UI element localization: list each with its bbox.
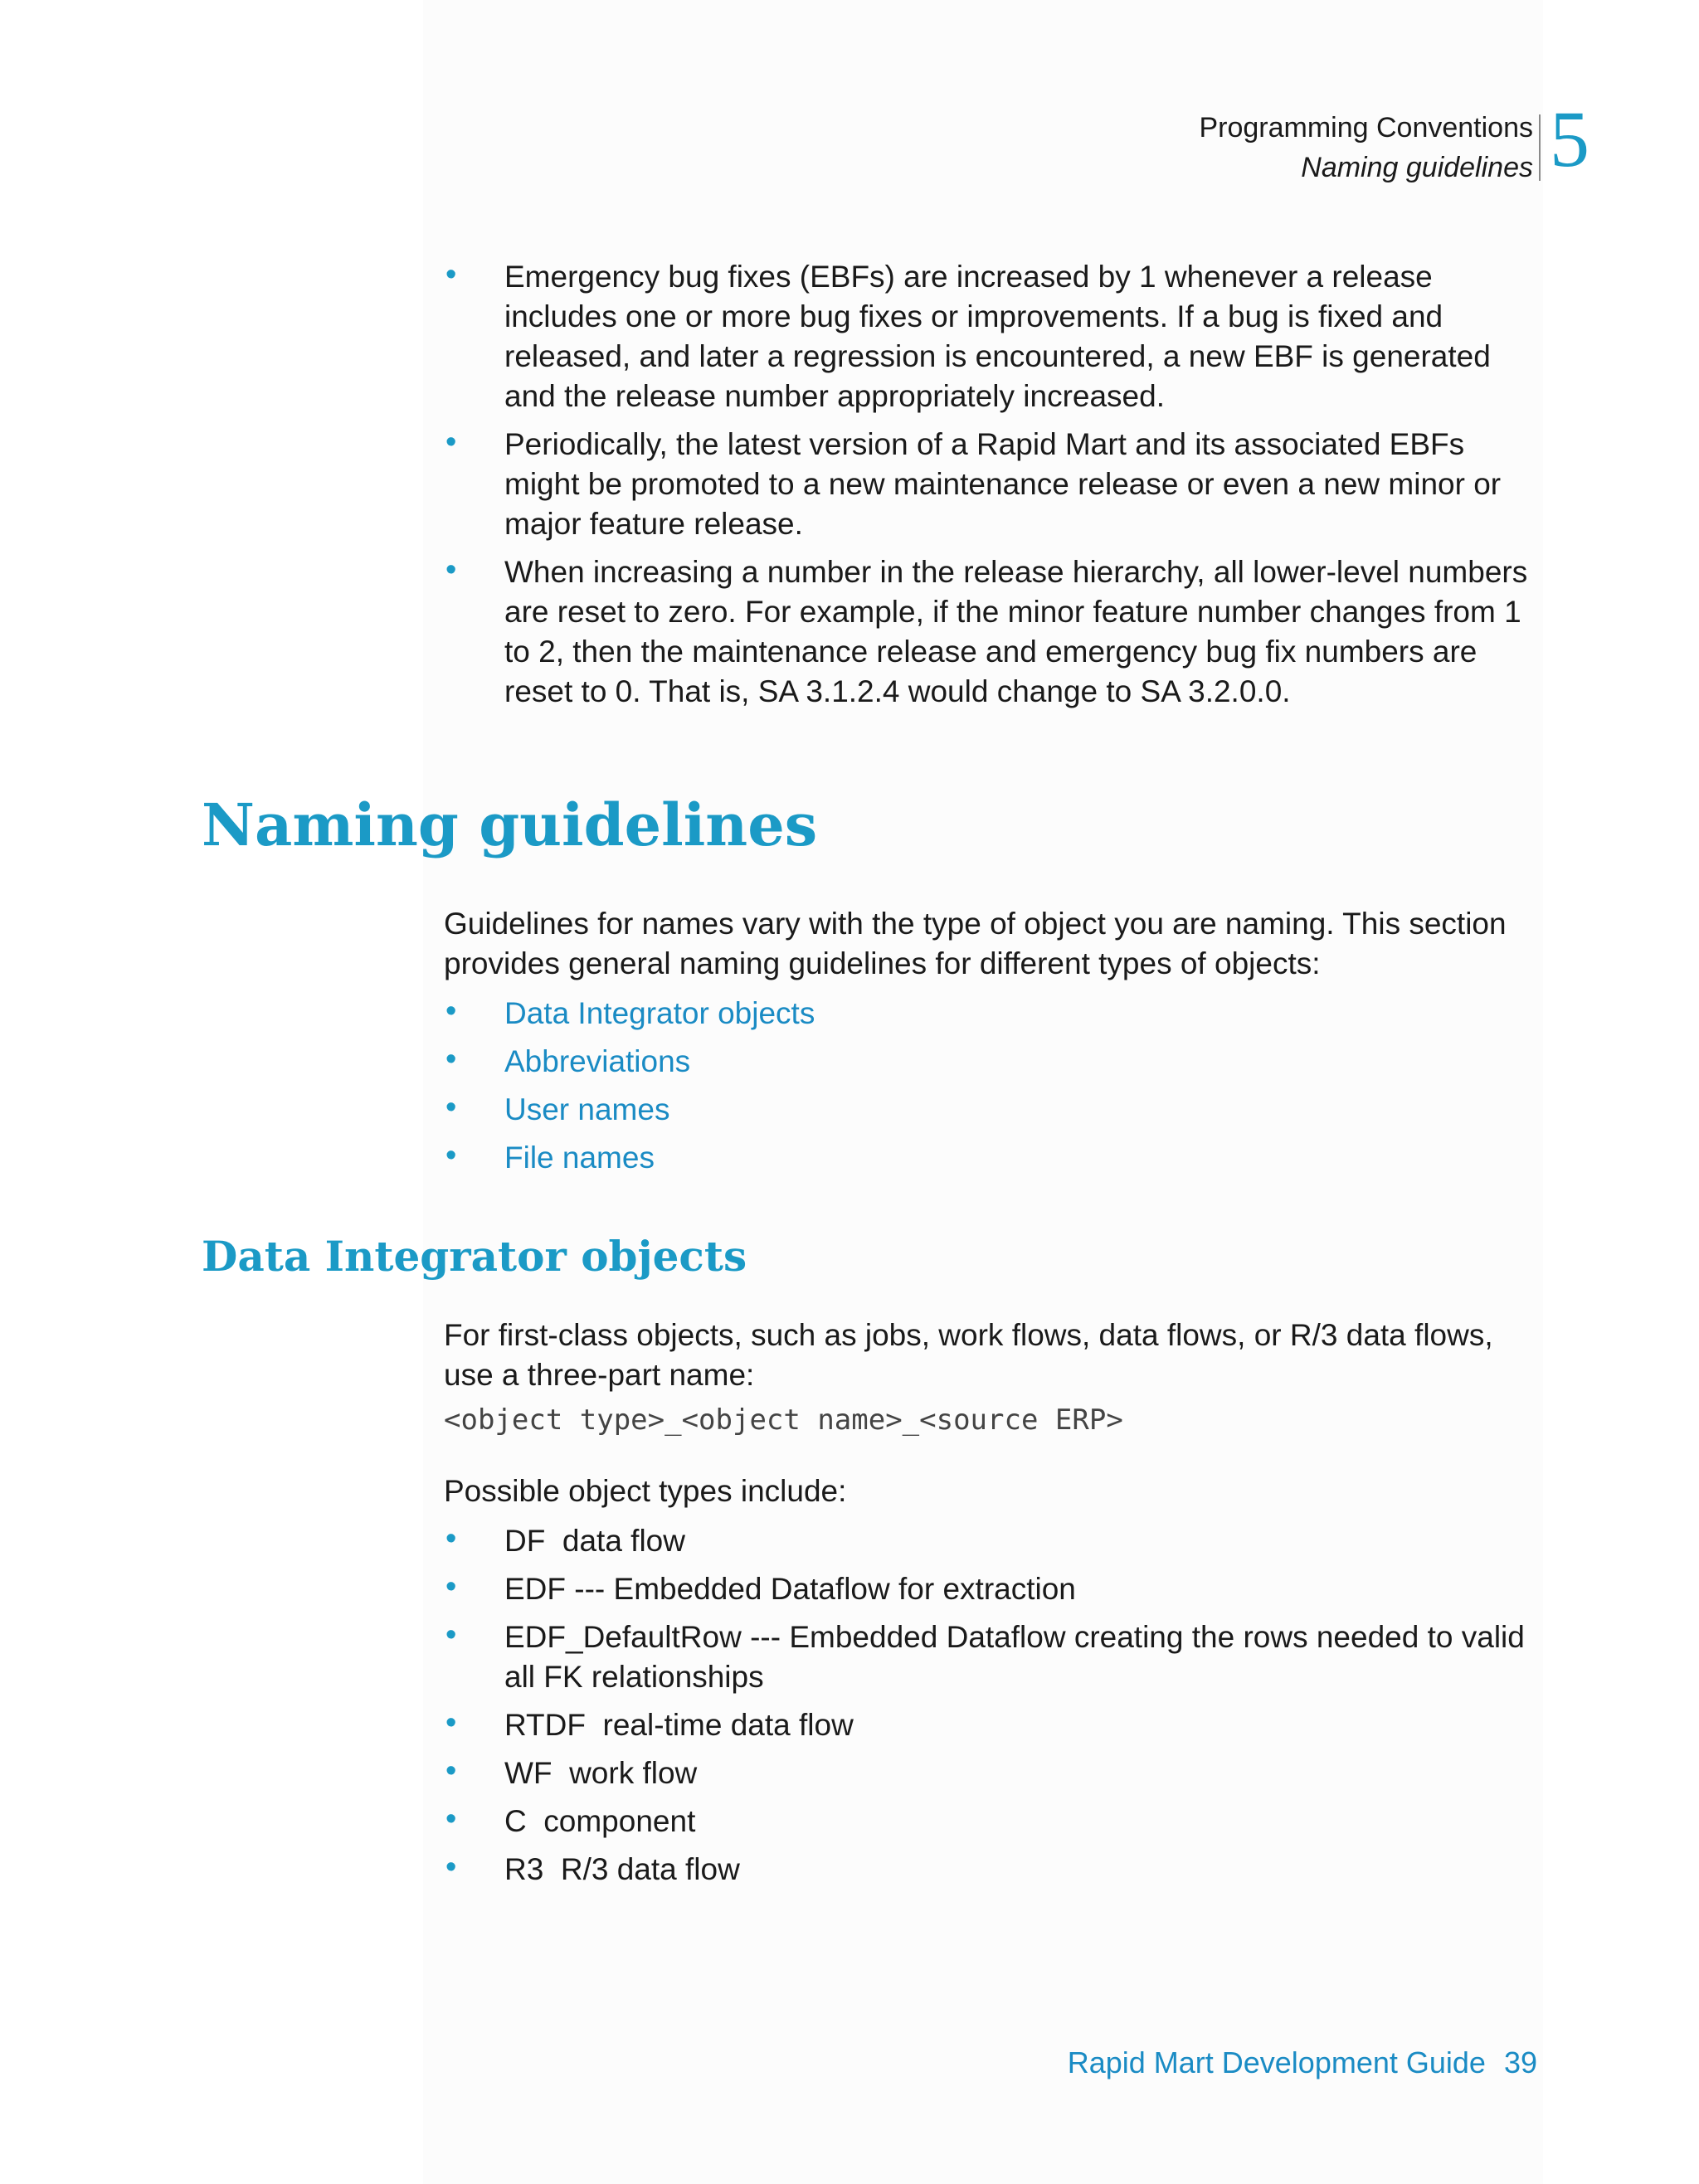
- intro-bullet-list: [444, 257, 1539, 712]
- list-item: • C component: [444, 1802, 1539, 1841]
- list-item: • Periodically, the latest version of a Rapid Mart and its associated EBFs might be promoted to a new maintenance release or even a new minor or major feature release.: [444, 425, 1539, 544]
- header-divider: [1539, 114, 1541, 181]
- naming-pattern-code: <object type>_<object name>_<source ERP>: [444, 1403, 1123, 1437]
- list-item: [444, 994, 1539, 1034]
- naming-guidelines-section: [444, 904, 1539, 1186]
- list-item: • DF data flow: [444, 1521, 1539, 1561]
- page-footer: [1068, 2043, 1537, 2083]
- list-item: • R3 R/3 data flow: [444, 1850, 1539, 1890]
- naming-links-list: [444, 994, 1539, 1178]
- chapter-number: 5: [1550, 95, 1589, 183]
- page-number: 39: [1503, 2045, 1537, 2079]
- bullet-icon: •: [445, 1138, 457, 1173]
- bullet-icon: •: [445, 1521, 457, 1556]
- data-integrator-objects-section: [444, 1316, 1539, 1898]
- bullet-icon: •: [445, 1754, 457, 1788]
- bullet-icon: •: [445, 1042, 457, 1077]
- chapter-title: Programming Conventions: [1199, 112, 1533, 143]
- link-user-names[interactable]: User names: [504, 1092, 670, 1126]
- list-item: [444, 1090, 1539, 1130]
- naming-intro: Guidelines for names vary with the type of object you are naming. This section provides general naming guidelines for different types of objects:: [444, 907, 1507, 980]
- bullet-icon: •: [445, 1617, 457, 1652]
- guide-title: Rapid Mart Development Guide: [1067, 2045, 1486, 2079]
- bullet-icon: •: [445, 1802, 457, 1836]
- link-file-names[interactable]: File names: [504, 1141, 655, 1175]
- list-item: • When increasing a number in the release hierarchy, all lower-level numbers are reset to zero. For example, if the minor feature number changes from 1 to 2, then the maintenance release and emergency bug fix numbers are reset to 0. That is, SA 3.1.2.4 would change to SA 3.2.0.0.: [444, 552, 1539, 712]
- list-item: [444, 1138, 1539, 1178]
- data-integrator-objects-heading: Data Integrator objects: [202, 1232, 747, 1281]
- object-types-list: [444, 1521, 1539, 1890]
- di-objects-intro: For first-class objects, such as jobs, work flows, data flows, or R/3 data flows, use a three-part name:: [444, 1318, 1493, 1392]
- list-item: • Emergency bug fixes (EBFs) are increased by 1 whenever a release includes one or more bug fixes or improvements. If a bug is fixed and released, and later a regression is encountered, a new EBF is generated and the release number appropriately increased.: [444, 257, 1539, 416]
- bullet-icon: •: [445, 1850, 457, 1885]
- section-title: Naming guidelines: [1301, 152, 1533, 183]
- link-data-integrator-objects[interactable]: Data Integrator objects: [504, 996, 815, 1030]
- bullet-icon: •: [445, 1569, 457, 1604]
- release-numbering-section: [444, 257, 1539, 720]
- bullet-icon: •: [445, 257, 457, 292]
- bullet-icon: •: [445, 1090, 457, 1125]
- bullet-icon: •: [445, 552, 457, 587]
- list-item: [444, 1042, 1539, 1082]
- list-item: • WF work flow: [444, 1754, 1539, 1793]
- bullet-icon: •: [445, 425, 457, 460]
- bullet-icon: •: [445, 994, 457, 1029]
- naming-guidelines-heading: Naming guidelines: [202, 790, 818, 859]
- list-item: • EDF_DefaultRow --- Embedded Dataflow creating the rows needed to valid all FK relationships: [444, 1617, 1539, 1697]
- list-item: • EDF --- Embedded Dataflow for extraction: [444, 1569, 1539, 1609]
- list-item: • RTDF real-time data flow: [444, 1705, 1539, 1745]
- link-abbreviations[interactable]: Abbreviations: [504, 1044, 691, 1078]
- running-header: [1199, 108, 1533, 187]
- object-types-intro: Possible object types include:: [444, 1474, 847, 1508]
- bullet-icon: •: [445, 1705, 457, 1740]
